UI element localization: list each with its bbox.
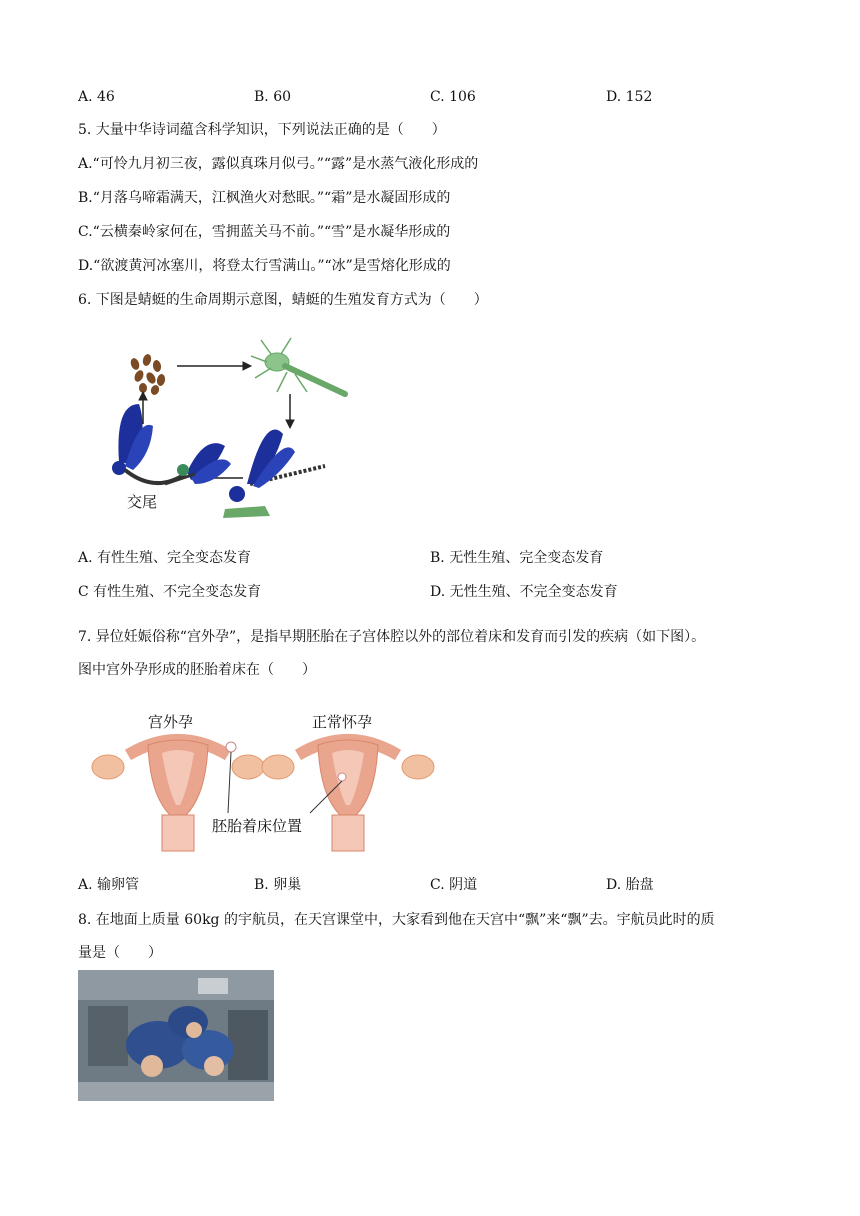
arrow-down-icon (286, 394, 294, 428)
uterus-figure (88, 705, 438, 855)
q8-stem-line1: 8. 在地面上质量 60kg 的宇航员，在天宫课堂中，大家看到他在天宫中“飘”来“飘”去。宇航员此时的质 (78, 912, 715, 928)
q5-option-a: A.“可怜九月初三夜，露似真珠月似弓。”“露”是水蒸气液化形成的 (78, 156, 479, 172)
q6-stem: 6. 下图是蜻蜓的生命周期示意图，蜻蜓的生殖发育方式为（ ） (78, 292, 488, 308)
eggs-icon (129, 353, 166, 396)
mating-dragonflies-icon (112, 404, 231, 484)
q4-option-b: B. 60 (254, 89, 292, 105)
q4-option-a: A. 46 (78, 89, 115, 105)
q6-option-d: D. 无性生殖、不完全变态发育 (430, 584, 618, 600)
ectopic-label: 宫外孕 (148, 713, 194, 731)
q4-option-d: D. 152 (606, 89, 653, 105)
nymph-icon (251, 338, 345, 394)
adult-dragonfly-icon (223, 430, 325, 518)
q6-option-c: C 有性生殖、不完全变态发育 (78, 584, 262, 600)
q7-option-d: D. 胎盘 (606, 877, 654, 893)
arrow-right-icon (177, 362, 251, 370)
q4-option-c: C. 106 (430, 89, 476, 105)
q5-option-d: D.“欲渡黄河冰塞川，将登太行雪满山。”“冰”是雪熔化形成的 (78, 258, 451, 274)
q5-option-b: B.“月落乌啼霜满天，江枫渔火对愁眠。”“霜”是水凝固形成的 (78, 190, 451, 206)
mating-label: 交尾 (127, 493, 158, 511)
normal-label: 正常怀孕 (312, 713, 373, 731)
q5-option-c: C.“云横秦岭家何在，雪拥蓝关马不前。”“雪”是水凝华形成的 (78, 224, 451, 240)
q8-stem-line2: 量是（ ） (78, 945, 162, 961)
q7-stem-line1: 7. 异位妊娠俗称“宫外孕”，是指早期胚胎在子宫体腔以外的部位着床和发育而引发的疾病（如下图）。 (78, 629, 706, 645)
q7-option-b: B. 卵巢 (254, 877, 302, 893)
q7-option-a: A. 输卵管 (78, 877, 140, 893)
q5-stem: 5. 大量中华诗词蕴含科学知识，下列说法正确的是（ ） (78, 122, 446, 138)
dragonfly-lifecycle-figure (95, 334, 365, 524)
q6-option-a: A. 有性生殖、完全变态发育 (78, 550, 252, 566)
implant-label: 胚胎着床位置 (212, 817, 303, 835)
q6-option-b: B. 无性生殖、完全变态发育 (430, 550, 604, 566)
q7-stem-line2: 图中宫外孕形成的胚胎着床在（ ） (78, 662, 316, 678)
astronauts-photo (78, 970, 274, 1101)
q7-option-c: C. 阴道 (430, 877, 478, 893)
